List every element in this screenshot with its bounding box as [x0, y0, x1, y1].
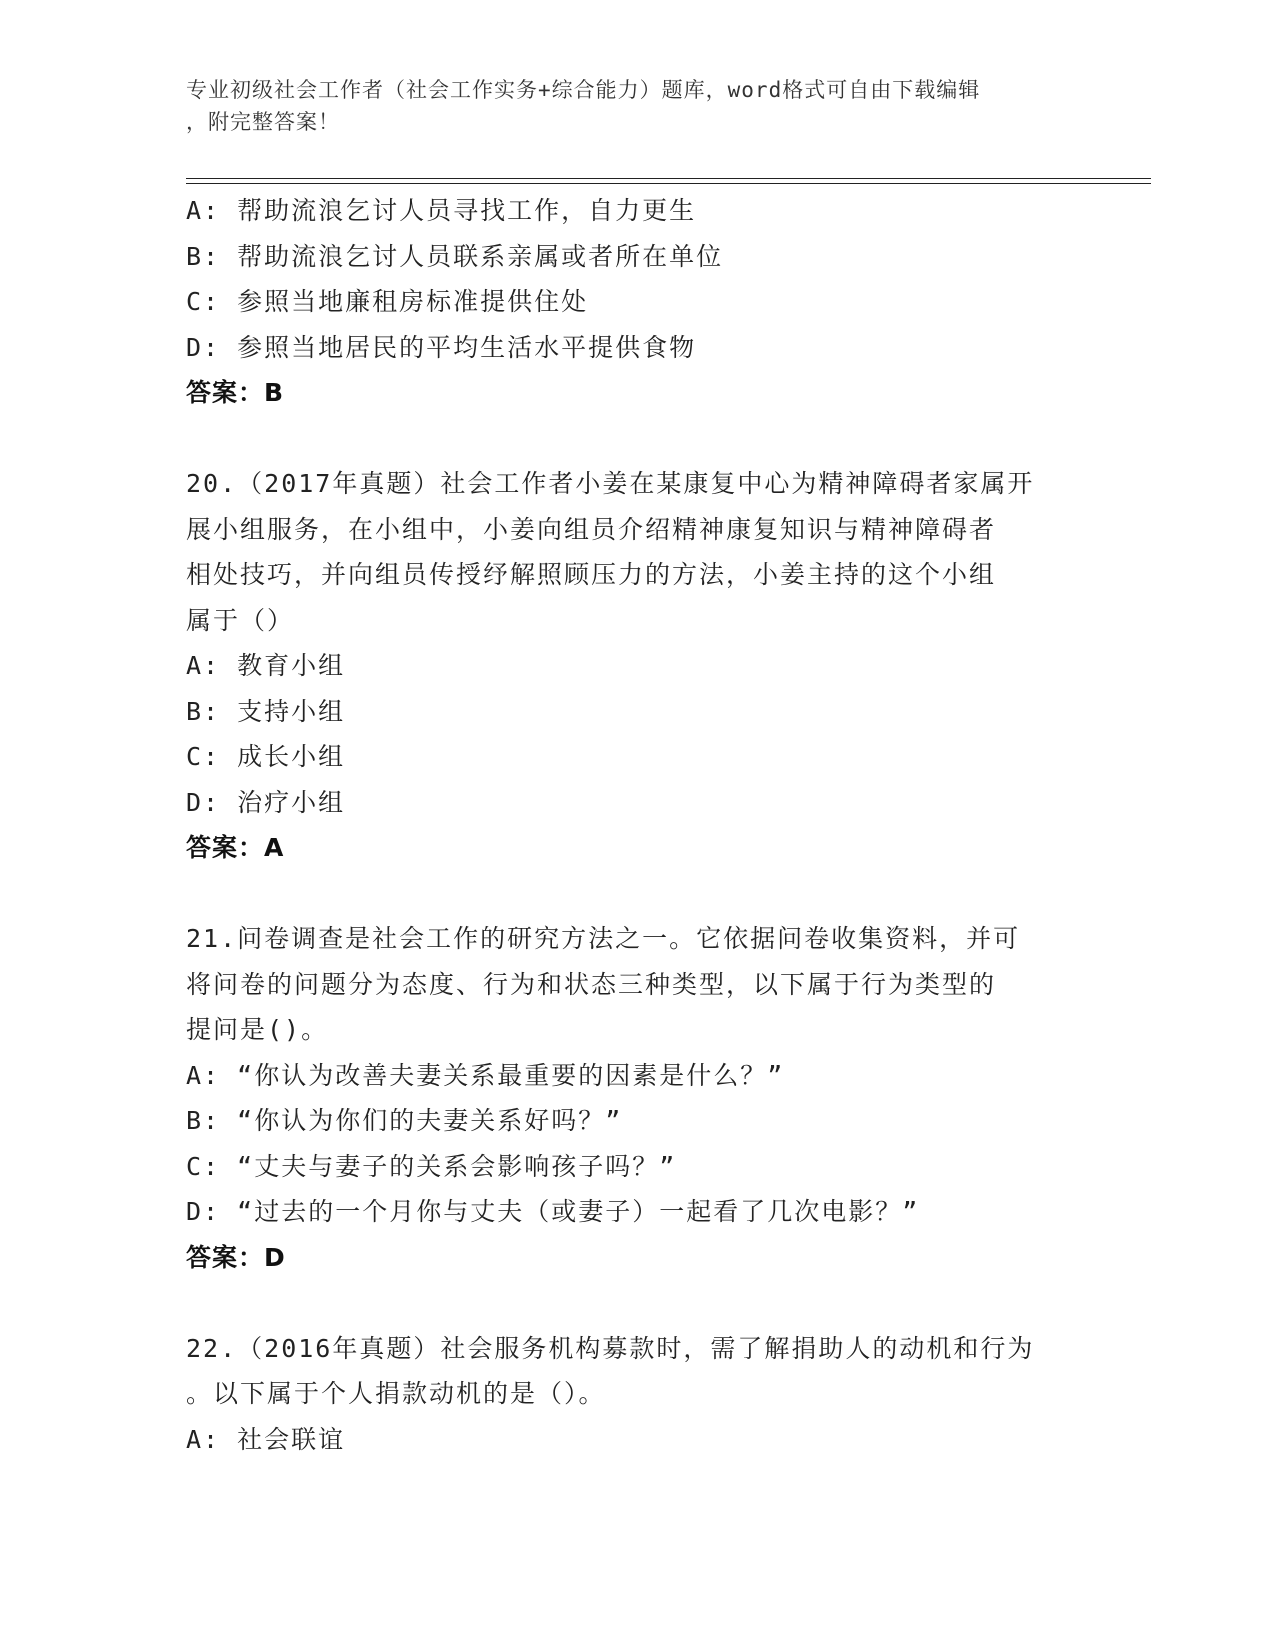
spacer: [186, 871, 1086, 917]
answer: 答案：A: [186, 833, 285, 862]
option-d: D: “过去的一个月你与丈夫（或妻子）一起看了几次电影？”: [186, 1197, 920, 1226]
answer: 答案：D: [186, 1242, 286, 1272]
question-stem-line: 。以下属于个人捐款动机的是（）。: [186, 1379, 606, 1408]
option-c: C: 参照当地廉租房标准提供住处: [186, 287, 589, 316]
option-c: C: 成长小组: [186, 742, 346, 771]
spacer: [186, 416, 1086, 462]
document-body: [186, 188, 1086, 1462]
option-a: A: 教育小组: [186, 651, 346, 680]
option-d: D: 参照当地居民的平均生活水平提供食物: [186, 332, 697, 362]
question-19: [186, 188, 1086, 416]
option-b: B: 帮助流浪乞讨人员联系亲属或者所在单位: [186, 241, 724, 271]
option-d: D: 治疗小组: [186, 787, 346, 817]
option-a: A: 社会联谊: [186, 1424, 346, 1454]
option-a: A: “你认为改善夫妻关系最重要的因素是什么？”: [186, 1060, 785, 1090]
header-line-2: ，附完整答案！: [186, 110, 340, 134]
question-stem-line: 22.（2016年真题）社会服务机构募款时，需了解捐助人的动机和行为: [186, 1333, 1035, 1363]
header-line-1: 专业初级社会工作者（社会工作实务+综合能力）题库，word格式可自由下载编辑: [186, 78, 981, 102]
option-a: A: 帮助流浪乞讨人员寻找工作，自力更生: [186, 196, 697, 225]
question-stem-line: 相处技巧，并向组员传授纾解照顾压力的方法，小姜主持的这个小组: [186, 560, 997, 589]
header-divider-top: [186, 178, 1151, 179]
question-20: [186, 461, 1086, 871]
option-c: C: “丈夫与妻子的关系会影响孩子吗？”: [186, 1151, 677, 1181]
option-b: B: 支持小组: [186, 696, 346, 726]
question-stem-line: 提问是()。: [186, 1015, 329, 1044]
question-stem-line: 21.问卷调查是社会工作的研究方法之一。它依据问卷收集资料，并可: [186, 924, 1021, 953]
question-stem-line: 20.（2017年真题）社会工作者小姜在某康复中心为精神障碍者家属开: [186, 469, 1035, 498]
spacer: [186, 1280, 1086, 1326]
question-stem-line: 属于（）: [186, 605, 295, 635]
option-b: B: “你认为你们的夫妻关系好吗？”: [186, 1106, 623, 1135]
answer: 答案：B: [186, 378, 285, 407]
question-stem-line: 将问卷的问题分为态度、行为和状态三种类型，以下属于行为类型的: [186, 969, 997, 999]
question-stem-line: 展小组服务，在小组中，小姜向组员介绍精神康复知识与精神障碍者: [186, 514, 997, 544]
question-21: [186, 916, 1086, 1280]
question-22: [186, 1326, 1086, 1463]
header-divider-bottom: [186, 183, 1151, 184]
document-header: [186, 74, 1086, 138]
